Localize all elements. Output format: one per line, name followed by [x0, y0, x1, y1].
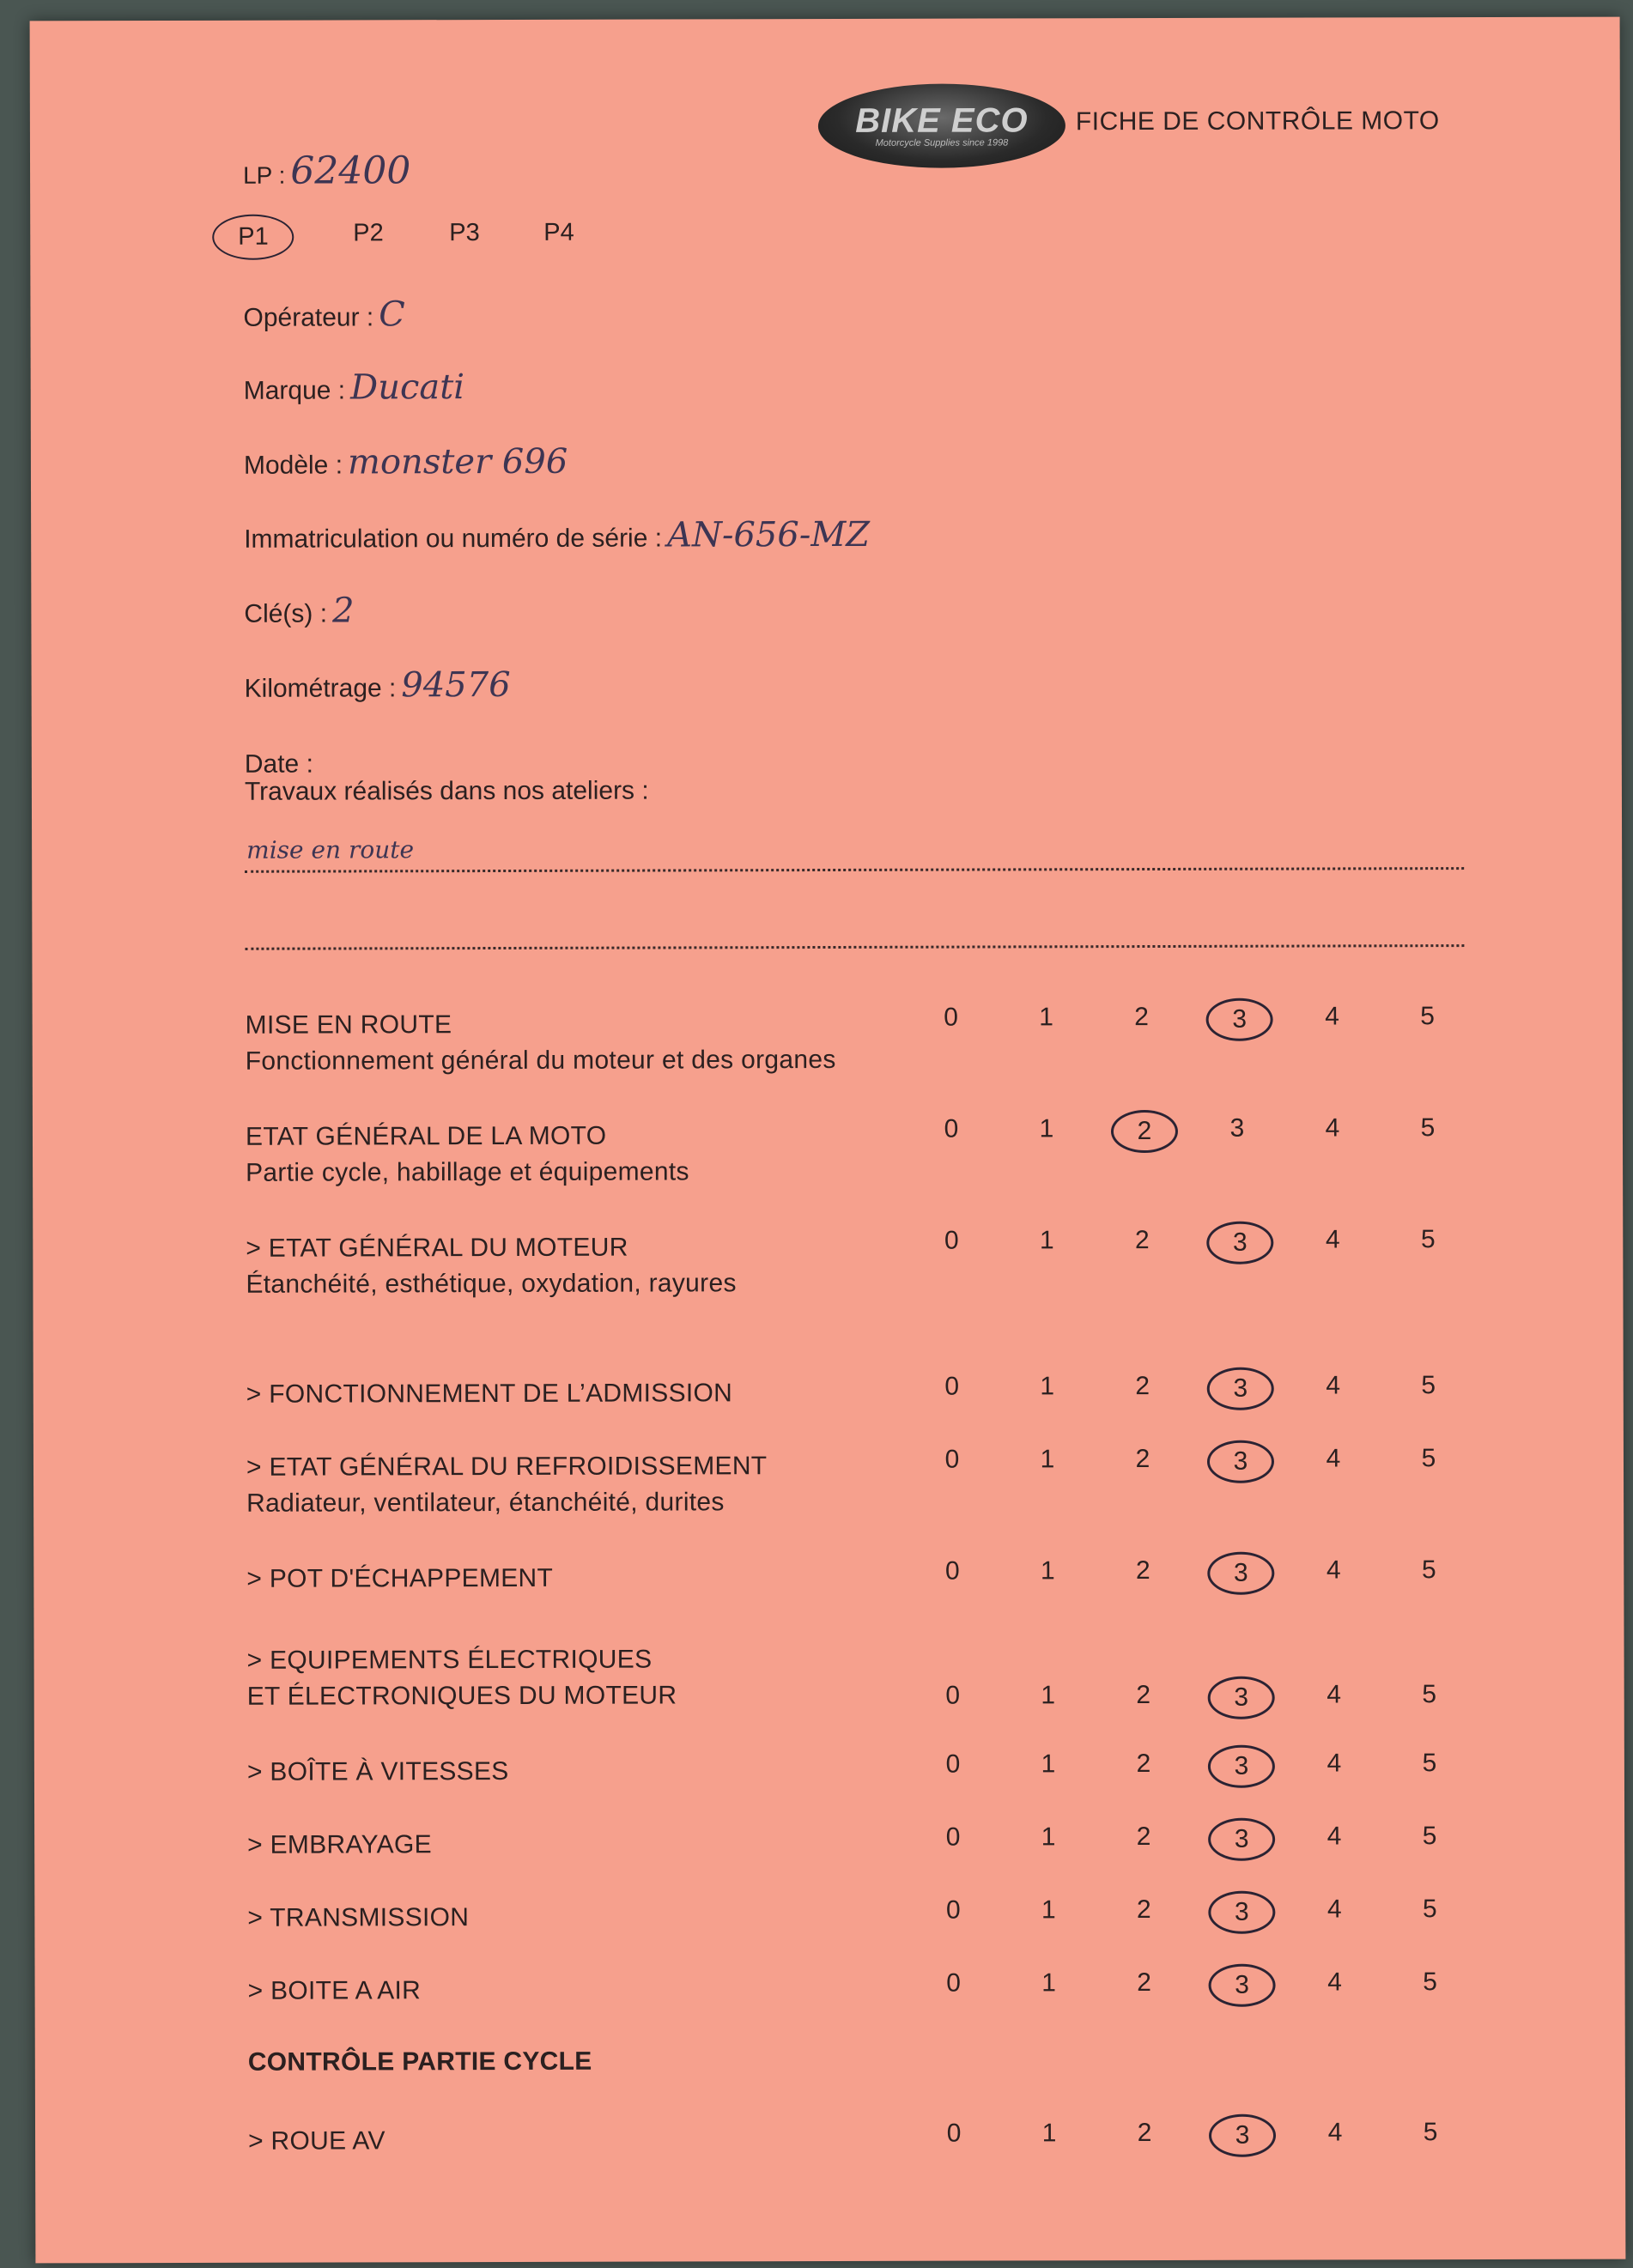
- score-option-3[interactable]: 3: [1208, 1745, 1275, 1788]
- score-option-1[interactable]: 1: [1040, 1556, 1055, 1586]
- score-option-5[interactable]: 5: [1423, 2118, 1438, 2147]
- cycle-section-score-row: [928, 2113, 1460, 2158]
- score-option-3[interactable]: 3: [1208, 1677, 1275, 1719]
- immatriculation-value: AN-656-MZ: [666, 514, 871, 555]
- section-score-row: [927, 1744, 1460, 1789]
- cles-value: 2: [331, 591, 355, 631]
- score-option-4[interactable]: 4: [1325, 1002, 1340, 1031]
- score-option-1[interactable]: 1: [1041, 1968, 1056, 1998]
- priority-p3[interactable]: P3: [449, 219, 480, 247]
- section-subtitle: ET ÉLECTRONIQUES DU MOTEUR: [246, 1681, 677, 1711]
- score-option-5[interactable]: 5: [1422, 1749, 1437, 1778]
- score-option-3[interactable]: 3: [1209, 1964, 1276, 2007]
- immatriculation-label: Immatriculation ou numéro de série :: [244, 524, 663, 554]
- score-option-3[interactable]: 3: [1207, 1367, 1274, 1410]
- score-option-0[interactable]: 0: [945, 1681, 961, 1710]
- score-option-2[interactable]: 2: [1135, 1445, 1150, 1474]
- score-option-4[interactable]: 4: [1326, 1371, 1341, 1400]
- score-option-2[interactable]: 2: [1136, 1750, 1151, 1779]
- section-title: > TRANSMISSION: [247, 1903, 470, 1932]
- score-option-0[interactable]: 0: [944, 1003, 959, 1032]
- score-option-0[interactable]: 0: [944, 1226, 959, 1255]
- marque-value: Ducati: [350, 367, 465, 408]
- kilometrage-label: Kilométrage :: [244, 674, 397, 703]
- priority-p4[interactable]: P4: [543, 218, 574, 246]
- score-option-2[interactable]: 2: [1136, 1681, 1151, 1710]
- score-option-1[interactable]: 1: [1039, 1003, 1054, 1032]
- cycle-section-label: [248, 2123, 385, 2159]
- lp-label: LP :: [243, 161, 286, 189]
- score-option-2[interactable]: 2: [1136, 1895, 1151, 1925]
- marque-label: Marque :: [243, 376, 346, 405]
- section-score-row: [926, 1109, 1458, 1154]
- section-title: > ETAT GÉNÉRAL DU REFROIDISSEMENT: [246, 1452, 768, 1482]
- score-option-5[interactable]: 5: [1423, 1968, 1437, 1997]
- score-option-2[interactable]: 2: [1134, 1226, 1150, 1255]
- score-option-5[interactable]: 5: [1420, 1113, 1436, 1143]
- score-option-2[interactable]: 2: [1135, 1372, 1150, 1401]
- section-score-row: [926, 1440, 1459, 1484]
- inspection-form-sheet: [30, 17, 1626, 2264]
- section-title: > EMBRAYAGE: [247, 1830, 432, 1859]
- score-option-0[interactable]: 0: [945, 1895, 961, 1925]
- cles-field[interactable]: [244, 591, 354, 630]
- score-option-1[interactable]: 1: [1041, 1750, 1056, 1779]
- section-title: > ETAT GÉNÉRAL DU MOTEUR: [246, 1233, 628, 1263]
- travaux-value[interactable]: mise en route: [246, 835, 415, 864]
- score-option-4[interactable]: 4: [1326, 1895, 1342, 1924]
- operateur-label: Opérateur :: [243, 303, 374, 332]
- cles-label: Clé(s) :: [244, 599, 328, 628]
- section-title: > FONCTIONNEMENT DE L’ADMISSION: [246, 1379, 733, 1409]
- score-option-4[interactable]: 4: [1326, 1822, 1342, 1851]
- score-option-3[interactable]: 3: [1207, 1552, 1274, 1595]
- section-score-row: [926, 1551, 1459, 1596]
- section-label: [246, 1118, 689, 1191]
- section-label: [246, 1006, 836, 1080]
- cycle-section-title: > ROUE AV: [248, 2126, 385, 2156]
- date-field[interactable]: [245, 742, 319, 781]
- section-label: [248, 1973, 422, 2010]
- priority-p1[interactable]: P1: [212, 215, 294, 260]
- section-label: [246, 1229, 736, 1302]
- score-option-5[interactable]: 5: [1422, 1895, 1437, 1924]
- score-option-0[interactable]: 0: [946, 2119, 962, 2148]
- score-option-3[interactable]: 3: [1206, 998, 1273, 1041]
- score-option-3[interactable]: 3: [1207, 1440, 1274, 1483]
- score-option-3[interactable]: 3: [1208, 1818, 1275, 1861]
- score-option-5[interactable]: 5: [1422, 1822, 1437, 1851]
- score-option-3[interactable]: 3: [1209, 2114, 1276, 2157]
- travaux-line-1: [245, 867, 1464, 873]
- score-option-0[interactable]: 0: [944, 1114, 959, 1143]
- score-option-5[interactable]: 5: [1421, 1371, 1436, 1400]
- section-label: [247, 1827, 432, 1864]
- score-option-4[interactable]: 4: [1326, 1555, 1341, 1585]
- score-option-1[interactable]: 1: [1041, 1822, 1056, 1852]
- score-option-1[interactable]: 1: [1039, 1114, 1054, 1143]
- section-label: [247, 1641, 677, 1714]
- section-score-row: [926, 1221, 1458, 1265]
- partie-cycle-heading: CONTRÔLE PARTIE CYCLE: [247, 2047, 592, 2077]
- section-label: [246, 1561, 553, 1598]
- score-option-5[interactable]: 5: [1421, 1444, 1436, 1473]
- kilometrage-field[interactable]: [245, 665, 511, 706]
- lp-value: 62400: [290, 149, 411, 193]
- score-option-5[interactable]: 5: [1421, 1555, 1436, 1585]
- score-option-0[interactable]: 0: [945, 1822, 961, 1852]
- section-title: ETAT GÉNÉRAL DE LA MOTO: [245, 1121, 607, 1151]
- section-score-row: [926, 1367, 1459, 1411]
- travaux-line-2: [245, 944, 1464, 950]
- section-subtitle: Étanchéité, esthétique, oxydation, rayures: [246, 1269, 737, 1299]
- section-label: [246, 1375, 732, 1412]
- section-score-row: [927, 1676, 1460, 1720]
- score-option-4[interactable]: 4: [1325, 1113, 1340, 1143]
- score-option-0[interactable]: 0: [945, 1750, 961, 1779]
- operateur-field[interactable]: [243, 294, 404, 334]
- score-option-2[interactable]: 2: [1135, 1556, 1150, 1586]
- score-option-4[interactable]: 4: [1327, 1968, 1342, 1997]
- priority-p2[interactable]: P2: [353, 219, 384, 247]
- immatriculation-field[interactable]: [244, 515, 870, 556]
- score-option-3[interactable]: 3: [1206, 1222, 1273, 1264]
- score-option-2[interactable]: 2: [1134, 1003, 1150, 1032]
- section-title: > EQUIPEMENTS ÉLECTRIQUES: [246, 1645, 653, 1675]
- section-score-row: [926, 998, 1458, 1042]
- operateur-value: C: [379, 294, 405, 335]
- lp-field[interactable]: [243, 149, 410, 193]
- score-option-0[interactable]: 0: [944, 1372, 960, 1401]
- score-option-1[interactable]: 1: [1040, 1372, 1055, 1401]
- section-title: > POT D'ÉCHAPPEMENT: [246, 1563, 554, 1593]
- score-option-1[interactable]: 1: [1040, 1445, 1055, 1474]
- score-option-2[interactable]: 2: [1137, 1968, 1151, 1998]
- logo-tagline: Motorcycle Supplies since 1998: [875, 136, 1009, 149]
- score-option-0[interactable]: 0: [944, 1556, 960, 1586]
- score-option-4[interactable]: 4: [1326, 1749, 1342, 1778]
- score-option-4[interactable]: 4: [1327, 2118, 1343, 2147]
- brand-logo: [818, 83, 1065, 168]
- section-score-row: [928, 1963, 1460, 2008]
- score-option-3[interactable]: 3: [1229, 1113, 1245, 1143]
- score-option-1[interactable]: 1: [1041, 1681, 1056, 1710]
- score-option-4[interactable]: 4: [1326, 1680, 1342, 1709]
- score-option-1[interactable]: 1: [1039, 1226, 1054, 1255]
- date-label: Date :: [244, 749, 313, 779]
- section-label: [246, 1448, 768, 1522]
- logo-brand-text: BIKE ECO: [855, 100, 1029, 140]
- section-title: MISE EN ROUTE: [245, 1010, 452, 1040]
- score-option-2[interactable]: 2: [1111, 1110, 1178, 1153]
- modele-field[interactable]: [244, 442, 568, 482]
- score-option-5[interactable]: 5: [1422, 1680, 1437, 1709]
- section-score-row: [927, 1817, 1460, 1862]
- section-score-row: [927, 1890, 1460, 1935]
- travaux-label: Travaux réalisés dans nos ateliers :: [244, 776, 649, 806]
- score-option-4[interactable]: 4: [1326, 1444, 1341, 1473]
- marque-field[interactable]: [244, 367, 464, 408]
- section-label: [247, 1900, 469, 1937]
- modele-value: monster 696: [347, 441, 568, 482]
- score-option-1[interactable]: 1: [1041, 2119, 1057, 2148]
- score-option-2[interactable]: 2: [1136, 1822, 1151, 1852]
- score-option-5[interactable]: 5: [1420, 1002, 1436, 1031]
- score-option-5[interactable]: 5: [1420, 1225, 1436, 1254]
- score-option-0[interactable]: 0: [944, 1445, 960, 1474]
- section-title: > BOÎTE À VITESSES: [246, 1756, 509, 1786]
- score-option-1[interactable]: 1: [1041, 1895, 1056, 1925]
- score-option-2[interactable]: 2: [1137, 2119, 1152, 2148]
- score-option-0[interactable]: 0: [946, 1968, 961, 1998]
- score-option-4[interactable]: 4: [1325, 1225, 1340, 1254]
- section-subtitle: Radiateur, ventilateur, étanchéité, durites: [246, 1488, 725, 1518]
- section-subtitle: Fonctionnement général du moteur et des organes: [245, 1045, 836, 1076]
- modele-label: Modèle :: [243, 451, 343, 480]
- section-subtitle: Partie cycle, habillage et équipements: [246, 1157, 689, 1187]
- section-label: [247, 1754, 509, 1791]
- section-title: > BOITE A AIR: [247, 1976, 422, 2005]
- kilometrage-value: 94576: [401, 664, 511, 706]
- form-title: FICHE DE CONTRÔLE MOTO: [1075, 106, 1440, 136]
- score-option-3[interactable]: 3: [1208, 1891, 1275, 1934]
